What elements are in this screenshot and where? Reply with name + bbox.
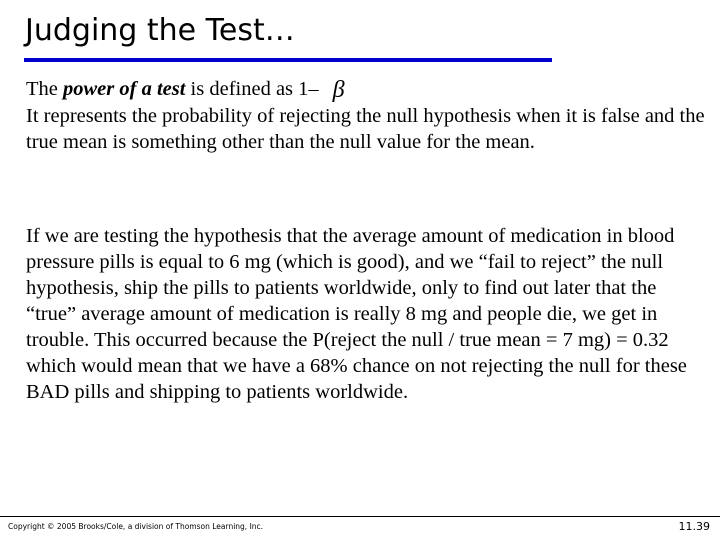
definition-prefix: The <box>26 78 63 100</box>
title-underline <box>24 58 552 62</box>
power-definition-paragraph <box>26 76 708 155</box>
power-definition-line <box>26 76 708 103</box>
medication-example-paragraph: If we are testing the hypothesis that the average amount of medication in blood pressure pills is equal to 6 mg (which is good), and we “fail to reject” the null hypothesis, ship the pills to patients worldwide, only to find out later that the “true” average amount of medication is really 8 mg and people die, we get in trouble. This occurred because the P(reject the null / true mean = 7 mg) = 0.32 which would mean that we have a 68% chance on not rejecting the null for these BAD pills and shipping to patients worldwide. <box>26 225 687 403</box>
power-explanation: It represents the probability of rejecting the null hypothesis when it is false and the true mean is something other than the null value for the mean. <box>26 105 705 153</box>
copyright-notice: Copyright © 2005 Brooks/Cole, a division of Thomson Learning, Inc. <box>8 522 264 531</box>
definition-text: is defined as 1– <box>185 78 319 100</box>
slide-number: 11.39 <box>678 520 710 533</box>
footer-divider <box>0 516 720 517</box>
power-of-test-term: power of a test <box>63 78 186 100</box>
slide-title: Judging the Test… <box>25 13 295 48</box>
beta-symbol: β <box>332 77 345 103</box>
